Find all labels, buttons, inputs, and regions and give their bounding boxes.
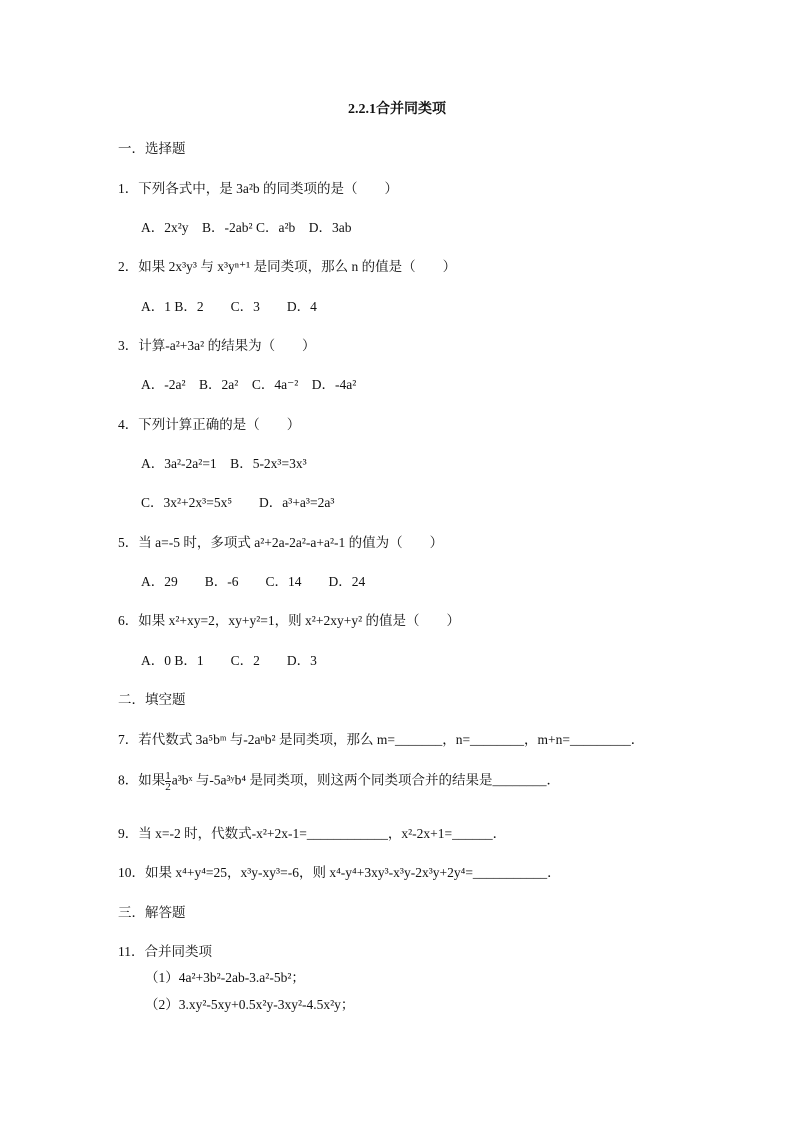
fraction-numerator: 1	[165, 770, 171, 782]
question-11-part-2: （2）3.xy²-5xy+0.5x²y-3xy²-4.5x²y；	[145, 997, 355, 1012]
question-2-stem: 2．如果 2x³y³ 与 x³yⁿ⁺¹ 是同类项，那么 n 的值是（ ）	[118, 259, 457, 274]
section-heading-fill: 二．填空题	[118, 692, 186, 707]
question-4-options-row-2: C．3x²+2x³=5x⁵ D．a³+a³=2a³	[141, 495, 335, 510]
question-5-stem: 5．当 a=-5 时，多项式 a²+2a-2a²-a+a²-1 的值为（ ）	[118, 535, 444, 550]
question-8-stem	[118, 771, 560, 792]
fraction-one-half	[165, 771, 171, 792]
question-4-options-row-1: A．3a²-2a²=1 B．5-2x³=3x³	[141, 456, 307, 471]
question-6-options: A．0 B．1 C．2 D．3	[141, 653, 317, 668]
document-title: 2.2.1合并同类项	[348, 102, 446, 117]
question-11-stem: 11．合并同类项	[118, 944, 212, 959]
fraction-denominator: 2	[165, 781, 171, 793]
question-3-stem: 3．计算-a²+3a² 的结果为（ ）	[118, 338, 316, 353]
question-10-stem: 10．如果 x⁴+y⁴=25，x³y-xy³=-6，则 x⁴-y⁴+3xy³-x³y-2x³y+2y⁴=___________．	[118, 865, 561, 880]
question-4-stem: 4．下列计算正确的是（ ）	[118, 417, 301, 432]
question-1-options: A．2x²y B．-2ab² C．a²b D．3ab	[141, 220, 352, 235]
section-heading-choice: 一．选择题	[118, 141, 186, 156]
question-8-suffix: a³bˣ 与-5a³ʸb⁴ 是同类项，则这两个同类项合并的结果是________．	[171, 772, 560, 788]
question-7-stem: 7．若代数式 3a⁵bᵐ 与-2aⁿb² 是同类项，那么 m=_______，n=________，m+n=_________．	[118, 732, 645, 747]
question-5-options: A．29 B．-6 C．14 D．24	[141, 574, 366, 589]
section-heading-answer: 三．解答题	[118, 905, 186, 920]
question-2-options: A．1 B．2 C．3 D．4	[141, 299, 317, 314]
question-9-stem: 9．当 x=-2 时，代数式-x²+2x-1=____________，x²-2x+1=______．	[118, 826, 507, 841]
question-1-stem: 1．下列各式中，是 3a²b 的同类项的是（ ）	[118, 181, 399, 196]
question-6-stem: 6．如果 x²+xy=2，xy+y²=1，则 x²+2xy+y² 的值是（ ）	[118, 613, 460, 628]
question-3-options: A．-2a² B．2a² C．4a⁻² D．-4a²	[141, 377, 357, 392]
question-11-part-1: （1）4a²+3b²-2ab-3.a²-5b²；	[145, 970, 305, 985]
question-8-prefix: 8．如果	[118, 772, 166, 788]
